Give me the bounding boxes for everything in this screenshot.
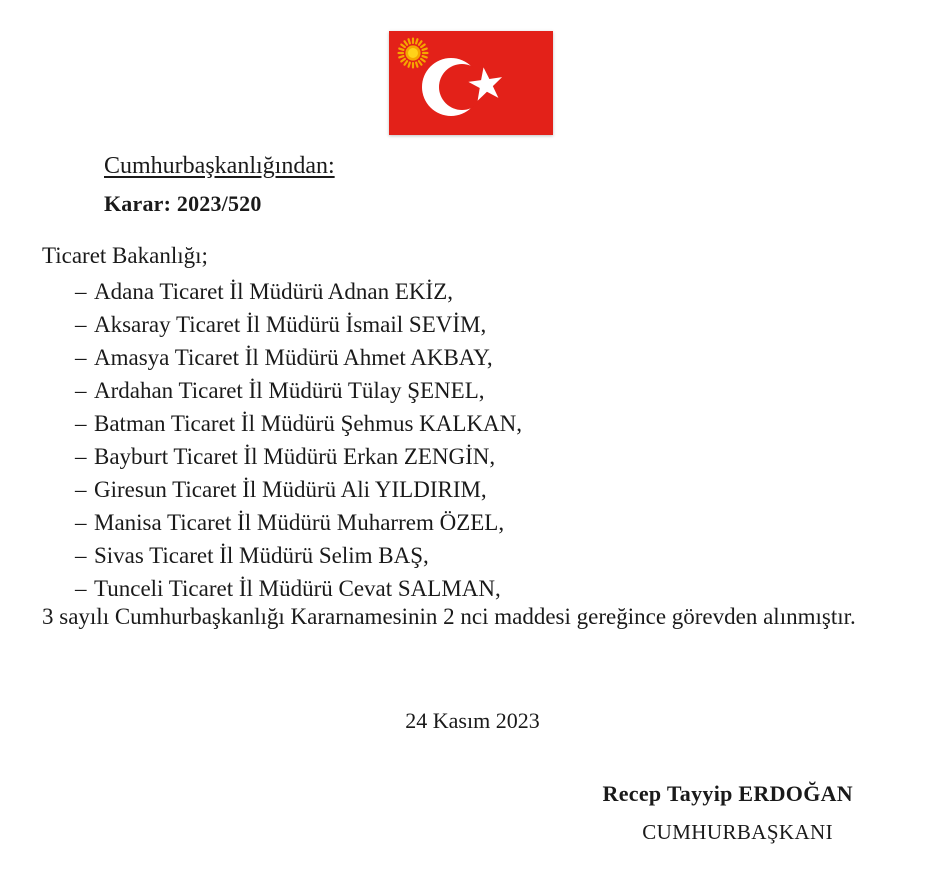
ministry-label: Ticaret Bakanlığı; [42, 243, 208, 268]
appointment-list-item [42, 341, 902, 374]
list-dash-marker: – [75, 345, 87, 370]
appointment-list-item [42, 407, 902, 440]
appointment-entry-text: Bayburt Ticaret İl Müdürü Erkan ZENGİN, [94, 444, 496, 469]
appointment-entry-text: Sivas Ticaret İl Müdürü Selim BAŞ, [94, 543, 429, 568]
decision-number-heading: Karar: 2023/520 [104, 191, 262, 216]
issuing-office-heading: Cumhurbaşkanlığından: [104, 153, 335, 179]
appointment-entry-text: Adana Ticaret İl Müdürü Adnan EKİZ, [94, 279, 453, 304]
list-dash-marker: – [75, 510, 87, 535]
appointment-list-item [42, 473, 902, 506]
appointment-list [42, 275, 902, 605]
appointment-entry-text: Ardahan Ticaret İl Müdürü Tülay ŞENEL, [94, 378, 485, 403]
list-dash-marker: – [75, 543, 87, 568]
appointment-list-item [42, 440, 902, 473]
document-date: 24 Kasım 2023 [405, 708, 540, 733]
appointment-list-item [42, 572, 902, 605]
list-dash-marker: – [75, 444, 87, 469]
turkish-flag-emblem [389, 31, 553, 135]
appointment-list-item [42, 539, 902, 572]
appointment-entry-text: Batman Ticaret İl Müdürü Şehmus KALKAN, [94, 411, 523, 436]
appointment-entry-text: Giresun Ticaret İl Müdürü Ali YILDIRIM, [94, 477, 487, 502]
list-dash-marker: – [75, 477, 87, 502]
list-dash-marker: – [75, 312, 87, 337]
list-dash-marker: – [75, 279, 87, 304]
list-dash-marker: – [75, 378, 87, 403]
appointment-entry-text: Manisa Ticaret İl Müdürü Muharrem ÖZEL, [94, 510, 505, 535]
list-dash-marker: – [75, 411, 87, 436]
list-dash-marker: – [75, 576, 87, 601]
appointment-list-item [42, 308, 902, 341]
appointment-list-item [42, 275, 902, 308]
turkish-flag-icon [389, 31, 553, 135]
signatory-title: CUMHURBAŞKANI [642, 820, 833, 844]
appointment-list-item [42, 506, 902, 539]
appointment-entry-text: Aksaray Ticaret İl Müdürü İsmail SEVİM, [94, 312, 487, 337]
closing-paragraph: 3 sayılı Cumhurbaşkanlığı Kararnamesinin 2 nci maddesi gereğince görevden alınmıştır. [42, 604, 856, 629]
signatory-name: Recep Tayyip ERDOĞAN [602, 781, 853, 806]
appointment-entry-text: Amasya Ticaret İl Müdürü Ahmet AKBAY, [94, 345, 493, 370]
appointment-list-item [42, 374, 902, 407]
appointment-entry-text: Tunceli Ticaret İl Müdürü Cevat SALMAN, [94, 576, 501, 601]
